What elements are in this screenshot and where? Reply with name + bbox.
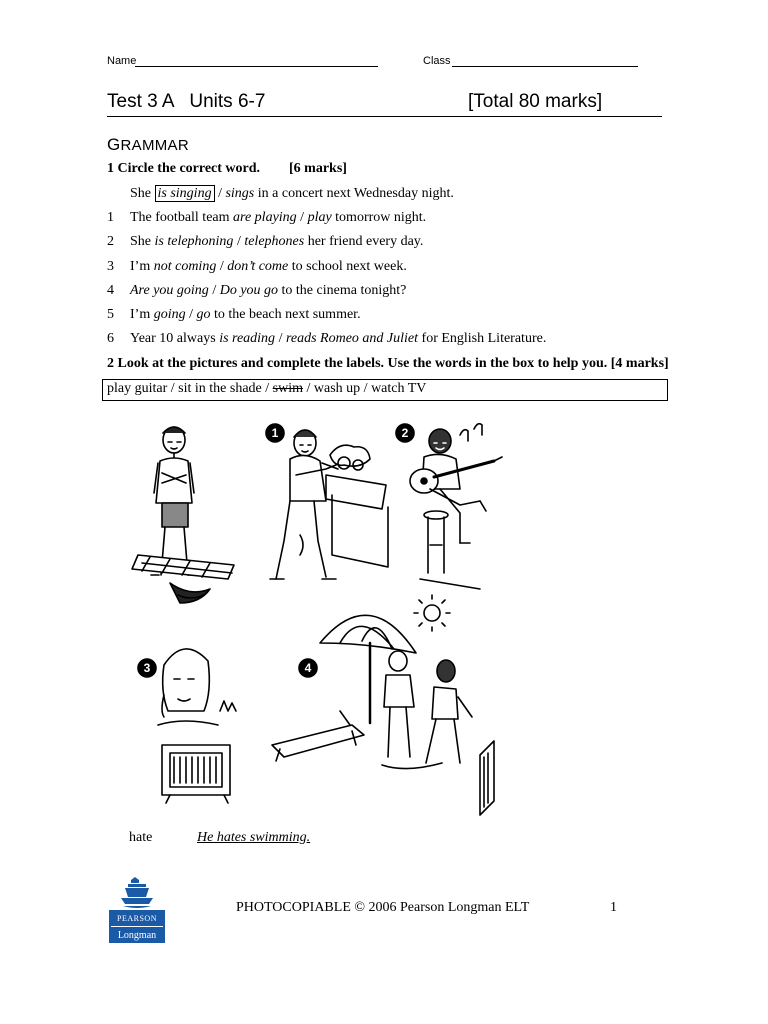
example-answer: He hates swimming. [197,830,311,845]
total-marks: [Total 80 marks] [468,91,603,112]
item-number: 4 [107,283,114,298]
q1-heading: 1 Circle the correct word. [107,161,261,176]
title-rule [107,116,662,117]
item-after: to school next week. [288,259,407,274]
word-wash-up: wash up [313,381,361,396]
footer-copyright: PHOTOCOPIABLE © 2006 Pearson Longman ELT [236,900,530,915]
word-sep: / [360,381,372,396]
item-option-1[interactable]: are playing [233,210,297,225]
class-field-line [452,66,638,67]
page-number: 1 [610,900,617,915]
picture-boy-swimming [132,427,234,603]
example-before: She [130,186,155,201]
picture-number-4: 4 [304,661,312,675]
picture-1-washing-up [266,424,388,579]
item-option-2[interactable]: Do you go [219,283,279,298]
example-sep: / [214,186,226,201]
word-sep: / [303,381,314,396]
word-sep: / [261,381,273,396]
item-option-1[interactable]: Are you going [130,283,209,298]
q2-heading: 2 Look at the pictures and complete the labels. Use the words in the box to help you. [4 marks] [107,356,669,371]
item-number: 3 [107,259,114,274]
item-after: for English Literature. [418,331,547,346]
word-sep: / [167,381,179,396]
logo-pearson-text: PEARSON [117,914,157,923]
item-before: She [130,234,155,249]
item-before: Year 10 always [130,331,220,346]
item-option-2[interactable]: telephones [244,234,305,249]
picture-number-3: 3 [143,661,151,675]
class-label: Class [423,55,451,67]
item-sep: / [208,283,220,298]
example-after: in a concert next Wednesday night. [254,186,454,201]
item-after: tomorrow night. [331,210,427,225]
word-watch-tv: watch TV [371,381,427,396]
item-option-1[interactable]: is reading [219,331,276,346]
item-before: I’m [130,259,154,274]
section-heading-initial: G [107,135,121,154]
word-swim-crossed: swim [272,381,303,396]
example-alt: sings [225,186,255,201]
item-sep: / [185,307,197,322]
name-field-line [135,66,378,67]
item-after: to the beach next summer. [210,307,361,322]
item-number: 5 [107,307,114,322]
item-before: I’m [130,307,154,322]
example-verb: hate [129,830,153,845]
item-option-2[interactable]: don’t come [227,259,289,274]
item-after: to the cinema tonight? [278,283,407,298]
item-sep: / [296,210,308,225]
picture-number-1: 1 [271,426,279,440]
item-option-1[interactable]: not coming [153,259,217,274]
example-circled-answer: is singing [155,185,215,202]
picture-panel [100,415,530,827]
section-heading-rest: RAMMAR [120,137,189,154]
picture-2-playing-guitar [396,424,502,589]
section-heading [107,135,189,155]
word-play-guitar: play guitar [107,381,168,396]
page-title: Test 3 A Units 6-7 [107,91,266,112]
logo-longman-text: Longman [117,930,157,941]
item-option-2[interactable]: play [307,210,332,225]
word-sit-in-the-shade: sit in the shade [178,381,262,396]
item-before: The football team [130,210,234,225]
item-sep: / [233,234,245,249]
picture-4-sitting-in-shade [272,595,494,815]
word-box [102,379,668,401]
item-number: 1 [107,210,114,225]
item-option-1[interactable]: going [153,307,186,322]
name-label: Name [107,55,137,67]
item-number: 6 [107,331,114,346]
item-option-1[interactable]: is telephoning [154,234,234,249]
q1-marks: [6 marks] [289,161,347,176]
picture-3-watching-tv [138,649,236,803]
item-number: 2 [107,234,114,249]
picture-number-2: 2 [401,426,409,440]
item-sep: / [275,331,286,346]
item-after: her friend every day. [304,234,424,249]
item-option-2[interactable]: go [196,307,211,322]
item-sep: / [216,259,228,274]
item-option-2[interactable]: reads Romeo and Juliet [285,331,419,346]
pearson-longman-logo [109,876,165,944]
